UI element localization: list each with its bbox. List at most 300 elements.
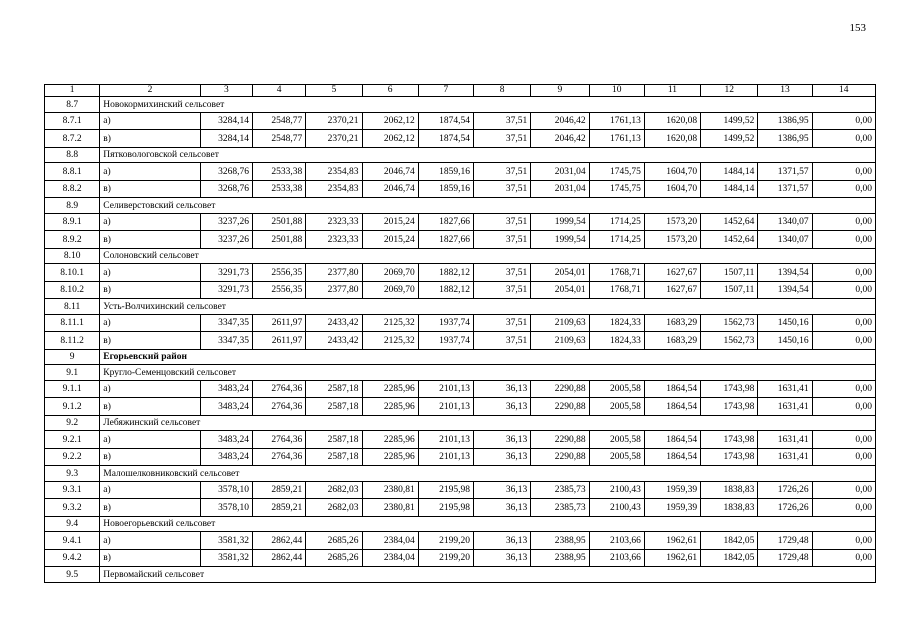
value-cell: 1484,14 xyxy=(701,163,758,181)
settlement-name: Солоновский сельсовет xyxy=(100,248,876,264)
value-cell: 36,13 xyxy=(474,549,531,567)
value-cell: 1484,14 xyxy=(701,180,758,198)
column-header: 6 xyxy=(362,85,418,97)
value-cell: 36,13 xyxy=(474,448,531,466)
value-cell: 2764,36 xyxy=(252,380,305,398)
value-cell: 2323,33 xyxy=(306,213,362,231)
table-row xyxy=(45,499,876,517)
row-code: 9.1.1 xyxy=(45,380,100,398)
value-cell: 3347,35 xyxy=(200,314,252,332)
value-cell: 3578,10 xyxy=(200,481,252,499)
value-cell: 2015,24 xyxy=(362,231,418,249)
value-cell: 1499,52 xyxy=(701,112,758,130)
value-cell: 1573,20 xyxy=(644,213,700,231)
value-cell: 2199,20 xyxy=(418,549,473,567)
row-code: 9.2 xyxy=(45,415,100,431)
table-row xyxy=(45,264,876,282)
value-cell: 2031,04 xyxy=(531,163,589,181)
section-row xyxy=(45,516,876,532)
value-cell: 1386,95 xyxy=(758,112,812,130)
column-header: 14 xyxy=(812,85,875,97)
row-code: 9.1 xyxy=(45,365,100,381)
value-cell: 1714,25 xyxy=(589,213,644,231)
value-cell: 2370,21 xyxy=(306,112,362,130)
section-row xyxy=(45,299,876,315)
value-cell: 2101,13 xyxy=(418,398,473,416)
row-label: в) xyxy=(100,398,200,416)
value-cell: 2587,18 xyxy=(306,380,362,398)
row-code: 9.3.1 xyxy=(45,481,100,499)
row-label: а) xyxy=(100,163,200,181)
value-cell: 1627,67 xyxy=(644,281,700,299)
value-cell: 2125,32 xyxy=(362,314,418,332)
value-cell: 2103,66 xyxy=(589,549,644,567)
value-cell: 1842,05 xyxy=(701,532,758,550)
row-label: а) xyxy=(100,481,200,499)
table-body xyxy=(45,85,876,583)
value-cell: 3581,32 xyxy=(200,532,252,550)
value-cell: 1859,16 xyxy=(418,163,473,181)
value-cell: 2548,77 xyxy=(252,112,305,130)
district-row xyxy=(45,349,876,365)
table-row xyxy=(45,213,876,231)
value-cell: 0,00 xyxy=(812,112,875,130)
value-cell: 1507,11 xyxy=(701,281,758,299)
table-row xyxy=(45,332,876,350)
table-row xyxy=(45,380,876,398)
value-cell: 3268,76 xyxy=(200,180,252,198)
section-row xyxy=(45,466,876,482)
column-header: 2 xyxy=(100,85,200,97)
value-cell: 2685,26 xyxy=(306,532,362,550)
table-row xyxy=(45,130,876,148)
value-cell: 2323,33 xyxy=(306,231,362,249)
value-cell: 37,51 xyxy=(474,163,531,181)
settlement-name: Селиверстовский сельсовет xyxy=(100,198,876,214)
value-cell: 0,00 xyxy=(812,398,875,416)
settlement-name: Первомайский сельсовет xyxy=(100,567,876,583)
value-cell: 2388,95 xyxy=(531,532,589,550)
column-header: 9 xyxy=(531,85,589,97)
section-row xyxy=(45,248,876,264)
value-cell: 1620,08 xyxy=(644,130,700,148)
value-cell: 1864,54 xyxy=(644,431,700,449)
value-cell: 36,13 xyxy=(474,481,531,499)
value-cell: 2380,81 xyxy=(362,499,418,517)
value-cell: 1386,95 xyxy=(758,130,812,148)
row-label: а) xyxy=(100,532,200,550)
row-code: 8.11 xyxy=(45,299,100,315)
value-cell: 2380,81 xyxy=(362,481,418,499)
row-code: 8.10.1 xyxy=(45,264,100,282)
value-cell: 2290,88 xyxy=(531,431,589,449)
table-row xyxy=(45,314,876,332)
row-label: в) xyxy=(100,448,200,466)
column-header: 12 xyxy=(701,85,758,97)
column-header: 8 xyxy=(474,85,531,97)
column-header: 7 xyxy=(418,85,473,97)
value-cell: 2587,18 xyxy=(306,398,362,416)
column-header: 5 xyxy=(306,85,362,97)
value-cell: 1999,54 xyxy=(531,213,589,231)
row-code: 9.2.2 xyxy=(45,448,100,466)
value-cell: 2054,01 xyxy=(531,264,589,282)
row-code: 8.9.1 xyxy=(45,213,100,231)
value-cell: 2046,42 xyxy=(531,130,589,148)
value-cell: 2764,36 xyxy=(252,398,305,416)
value-cell: 2548,77 xyxy=(252,130,305,148)
value-cell: 2384,04 xyxy=(362,549,418,567)
value-cell: 2109,63 xyxy=(531,314,589,332)
value-cell: 1726,26 xyxy=(758,481,812,499)
row-label: а) xyxy=(100,264,200,282)
value-cell: 0,00 xyxy=(812,231,875,249)
value-cell: 2388,95 xyxy=(531,549,589,567)
table-row xyxy=(45,532,876,550)
section-row xyxy=(45,147,876,163)
value-cell: 2533,38 xyxy=(252,163,305,181)
row-code: 8.9.2 xyxy=(45,231,100,249)
value-cell: 1452,64 xyxy=(701,231,758,249)
value-cell: 2862,44 xyxy=(252,532,305,550)
value-cell: 1937,74 xyxy=(418,332,473,350)
value-cell: 1743,98 xyxy=(701,380,758,398)
value-cell: 1864,54 xyxy=(644,380,700,398)
value-cell: 1371,57 xyxy=(758,180,812,198)
value-cell: 36,13 xyxy=(474,431,531,449)
value-cell: 2556,35 xyxy=(252,281,305,299)
settlement-name: Усть-Волчихинский сельсовет xyxy=(100,299,876,315)
value-cell: 2199,20 xyxy=(418,532,473,550)
value-cell: 2031,04 xyxy=(531,180,589,198)
value-cell: 3483,24 xyxy=(200,431,252,449)
row-code: 8.7 xyxy=(45,97,100,113)
table-row xyxy=(45,481,876,499)
value-cell: 1874,54 xyxy=(418,112,473,130)
row-code: 8.8 xyxy=(45,147,100,163)
value-cell: 0,00 xyxy=(812,130,875,148)
value-cell: 1499,52 xyxy=(701,130,758,148)
row-code: 9.3.2 xyxy=(45,499,100,517)
value-cell: 2285,96 xyxy=(362,380,418,398)
value-cell: 37,51 xyxy=(474,112,531,130)
value-cell: 2046,74 xyxy=(362,163,418,181)
tariff-table xyxy=(44,84,876,583)
row-code: 9 xyxy=(45,349,100,365)
value-cell: 37,51 xyxy=(474,231,531,249)
value-cell: 2101,13 xyxy=(418,431,473,449)
value-cell: 2501,88 xyxy=(252,213,305,231)
table-header-row xyxy=(45,85,876,97)
value-cell: 2285,96 xyxy=(362,398,418,416)
row-label: в) xyxy=(100,332,200,350)
value-cell: 37,51 xyxy=(474,264,531,282)
row-code: 9.3 xyxy=(45,466,100,482)
value-cell: 1631,41 xyxy=(758,431,812,449)
row-code: 8.11.2 xyxy=(45,332,100,350)
table-row xyxy=(45,398,876,416)
value-cell: 2069,70 xyxy=(362,264,418,282)
value-cell: 37,51 xyxy=(474,314,531,332)
value-cell: 1838,83 xyxy=(701,499,758,517)
value-cell: 1340,07 xyxy=(758,231,812,249)
value-cell: 1729,48 xyxy=(758,549,812,567)
value-cell: 0,00 xyxy=(812,281,875,299)
value-cell: 2046,42 xyxy=(531,112,589,130)
row-label: а) xyxy=(100,431,200,449)
value-cell: 1604,70 xyxy=(644,180,700,198)
value-cell: 1743,98 xyxy=(701,398,758,416)
value-cell: 1824,33 xyxy=(589,332,644,350)
row-code: 9.4 xyxy=(45,516,100,532)
district-name: Егорьевский район xyxy=(100,349,876,365)
settlement-name: Кругло-Семенцовский сельсовет xyxy=(100,365,876,381)
value-cell: 0,00 xyxy=(812,499,875,517)
value-cell: 2109,63 xyxy=(531,332,589,350)
value-cell: 1452,64 xyxy=(701,213,758,231)
value-cell: 1371,57 xyxy=(758,163,812,181)
value-cell: 1573,20 xyxy=(644,231,700,249)
value-cell: 1864,54 xyxy=(644,448,700,466)
value-cell: 2054,01 xyxy=(531,281,589,299)
section-row xyxy=(45,415,876,431)
value-cell: 1683,29 xyxy=(644,332,700,350)
value-cell: 3237,26 xyxy=(200,213,252,231)
value-cell: 1768,71 xyxy=(589,264,644,282)
value-cell: 2290,88 xyxy=(531,398,589,416)
value-cell: 1745,75 xyxy=(589,180,644,198)
value-cell: 1507,11 xyxy=(701,264,758,282)
value-cell: 0,00 xyxy=(812,431,875,449)
value-cell: 0,00 xyxy=(812,532,875,550)
value-cell: 2433,42 xyxy=(306,314,362,332)
value-cell: 3291,73 xyxy=(200,281,252,299)
value-cell: 2285,96 xyxy=(362,448,418,466)
row-code: 8.7.2 xyxy=(45,130,100,148)
value-cell: 1824,33 xyxy=(589,314,644,332)
row-label: а) xyxy=(100,314,200,332)
value-cell: 2290,88 xyxy=(531,448,589,466)
value-cell: 0,00 xyxy=(812,448,875,466)
value-cell: 2859,21 xyxy=(252,499,305,517)
row-label: а) xyxy=(100,380,200,398)
value-cell: 2377,80 xyxy=(306,264,362,282)
value-cell: 2100,43 xyxy=(589,481,644,499)
value-cell: 2103,66 xyxy=(589,532,644,550)
value-cell: 1743,98 xyxy=(701,431,758,449)
value-cell: 2100,43 xyxy=(589,499,644,517)
value-cell: 3237,26 xyxy=(200,231,252,249)
value-cell: 1631,41 xyxy=(758,398,812,416)
value-cell: 1882,12 xyxy=(418,264,473,282)
value-cell: 2354,83 xyxy=(306,163,362,181)
value-cell: 37,51 xyxy=(474,332,531,350)
section-row xyxy=(45,198,876,214)
value-cell: 2069,70 xyxy=(362,281,418,299)
value-cell: 2682,03 xyxy=(306,499,362,517)
value-cell: 3483,24 xyxy=(200,398,252,416)
value-cell: 2385,73 xyxy=(531,481,589,499)
value-cell: 1394,54 xyxy=(758,264,812,282)
section-row xyxy=(45,97,876,113)
value-cell: 2533,38 xyxy=(252,180,305,198)
row-label: а) xyxy=(100,213,200,231)
value-cell: 2764,36 xyxy=(252,448,305,466)
row-code: 9.4.1 xyxy=(45,532,100,550)
value-cell: 2685,26 xyxy=(306,549,362,567)
value-cell: 2587,18 xyxy=(306,448,362,466)
row-label: а) xyxy=(100,112,200,130)
value-cell: 1882,12 xyxy=(418,281,473,299)
row-label: в) xyxy=(100,231,200,249)
value-cell: 2370,21 xyxy=(306,130,362,148)
value-cell: 2859,21 xyxy=(252,481,305,499)
value-cell: 0,00 xyxy=(812,163,875,181)
value-cell: 1962,61 xyxy=(644,549,700,567)
column-header: 10 xyxy=(589,85,644,97)
value-cell: 3284,14 xyxy=(200,112,252,130)
column-header: 4 xyxy=(252,85,305,97)
value-cell: 1562,73 xyxy=(701,314,758,332)
value-cell: 1937,74 xyxy=(418,314,473,332)
value-cell: 1627,67 xyxy=(644,264,700,282)
value-cell: 2556,35 xyxy=(252,264,305,282)
page-number: 153 xyxy=(849,22,866,34)
value-cell: 2377,80 xyxy=(306,281,362,299)
value-cell: 3268,76 xyxy=(200,163,252,181)
value-cell: 1959,39 xyxy=(644,499,700,517)
column-header: 3 xyxy=(200,85,252,97)
settlement-name: Новоегорьевский сельсовет xyxy=(100,516,876,532)
value-cell: 2195,98 xyxy=(418,481,473,499)
value-cell: 1743,98 xyxy=(701,448,758,466)
value-cell: 1340,07 xyxy=(758,213,812,231)
section-row xyxy=(45,365,876,381)
value-cell: 1394,54 xyxy=(758,281,812,299)
row-code: 8.10.2 xyxy=(45,281,100,299)
row-code: 9.5 xyxy=(45,567,100,583)
value-cell: 36,13 xyxy=(474,532,531,550)
value-cell: 2062,12 xyxy=(362,112,418,130)
value-cell: 1450,16 xyxy=(758,314,812,332)
row-label: в) xyxy=(100,281,200,299)
value-cell: 2046,74 xyxy=(362,180,418,198)
column-header: 13 xyxy=(758,85,812,97)
value-cell: 3291,73 xyxy=(200,264,252,282)
value-cell: 1864,54 xyxy=(644,398,700,416)
value-cell: 2611,97 xyxy=(252,332,305,350)
value-cell: 1562,73 xyxy=(701,332,758,350)
row-code: 8.8.2 xyxy=(45,180,100,198)
value-cell: 0,00 xyxy=(812,314,875,332)
table-row xyxy=(45,448,876,466)
table-row xyxy=(45,163,876,181)
value-cell: 1859,16 xyxy=(418,180,473,198)
row-code: 8.7.1 xyxy=(45,112,100,130)
value-cell: 2195,98 xyxy=(418,499,473,517)
value-cell: 1745,75 xyxy=(589,163,644,181)
value-cell: 2015,24 xyxy=(362,213,418,231)
value-cell: 36,13 xyxy=(474,398,531,416)
value-cell: 37,51 xyxy=(474,180,531,198)
value-cell: 36,13 xyxy=(474,499,531,517)
value-cell: 2587,18 xyxy=(306,431,362,449)
value-cell: 2005,58 xyxy=(589,448,644,466)
table-row xyxy=(45,281,876,299)
value-cell: 1726,26 xyxy=(758,499,812,517)
value-cell: 36,13 xyxy=(474,380,531,398)
value-cell: 37,51 xyxy=(474,130,531,148)
row-code: 9.4.2 xyxy=(45,549,100,567)
value-cell: 1959,39 xyxy=(644,481,700,499)
value-cell: 1768,71 xyxy=(589,281,644,299)
value-cell: 3578,10 xyxy=(200,499,252,517)
value-cell: 2384,04 xyxy=(362,532,418,550)
value-cell: 1604,70 xyxy=(644,163,700,181)
column-header: 1 xyxy=(45,85,100,97)
table-row xyxy=(45,231,876,249)
value-cell: 0,00 xyxy=(812,481,875,499)
row-code: 8.10 xyxy=(45,248,100,264)
value-cell: 0,00 xyxy=(812,332,875,350)
row-code: 8.8.1 xyxy=(45,163,100,181)
value-cell: 2501,88 xyxy=(252,231,305,249)
value-cell: 2611,97 xyxy=(252,314,305,332)
value-cell: 2682,03 xyxy=(306,481,362,499)
value-cell: 1714,25 xyxy=(589,231,644,249)
value-cell: 2354,83 xyxy=(306,180,362,198)
value-cell: 3483,24 xyxy=(200,448,252,466)
value-cell: 1631,41 xyxy=(758,448,812,466)
value-cell: 0,00 xyxy=(812,213,875,231)
value-cell: 1631,41 xyxy=(758,380,812,398)
value-cell: 1683,29 xyxy=(644,314,700,332)
value-cell: 1838,83 xyxy=(701,481,758,499)
table-row xyxy=(45,431,876,449)
value-cell: 3347,35 xyxy=(200,332,252,350)
value-cell: 1450,16 xyxy=(758,332,812,350)
value-cell: 0,00 xyxy=(812,264,875,282)
value-cell: 2101,13 xyxy=(418,380,473,398)
value-cell: 0,00 xyxy=(812,180,875,198)
settlement-name: Пятковологовской сельсовет xyxy=(100,147,876,163)
value-cell: 3483,24 xyxy=(200,380,252,398)
value-cell: 2285,96 xyxy=(362,431,418,449)
value-cell: 1827,66 xyxy=(418,231,473,249)
value-cell: 2385,73 xyxy=(531,499,589,517)
value-cell: 2862,44 xyxy=(252,549,305,567)
row-code: 8.9 xyxy=(45,198,100,214)
table-row xyxy=(45,180,876,198)
value-cell: 2005,58 xyxy=(589,431,644,449)
value-cell: 1842,05 xyxy=(701,549,758,567)
value-cell: 2290,88 xyxy=(531,380,589,398)
row-code: 9.2.1 xyxy=(45,431,100,449)
value-cell: 1962,61 xyxy=(644,532,700,550)
value-cell: 0,00 xyxy=(812,380,875,398)
value-cell: 2764,36 xyxy=(252,431,305,449)
section-row xyxy=(45,567,876,583)
value-cell: 37,51 xyxy=(474,213,531,231)
settlement-name: Новокормихинский сельсовет xyxy=(100,97,876,113)
row-label: в) xyxy=(100,130,200,148)
value-cell: 2005,58 xyxy=(589,380,644,398)
value-cell: 2005,58 xyxy=(589,398,644,416)
value-cell: 2101,13 xyxy=(418,448,473,466)
value-cell: 1999,54 xyxy=(531,231,589,249)
value-cell: 2433,42 xyxy=(306,332,362,350)
column-header: 11 xyxy=(644,85,700,97)
